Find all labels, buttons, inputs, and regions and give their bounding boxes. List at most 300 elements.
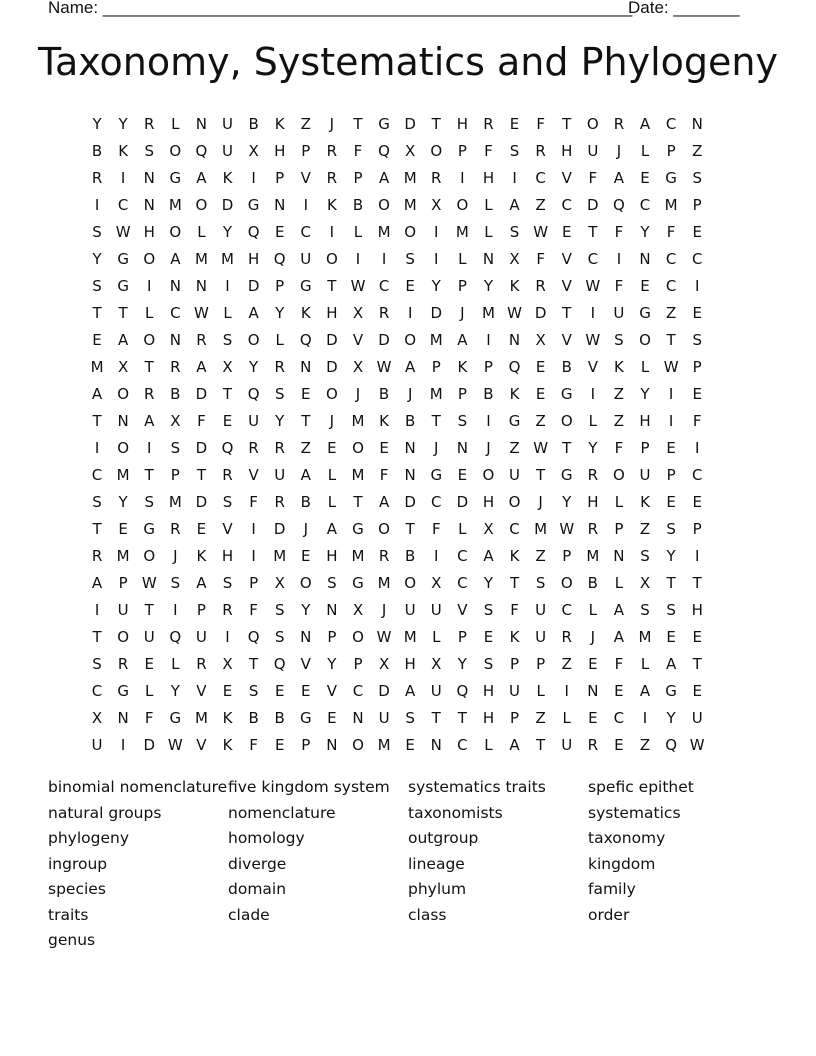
word-list-item: traits bbox=[48, 905, 89, 924]
grid-letter: S bbox=[274, 628, 285, 646]
grid-letter: R bbox=[431, 169, 442, 187]
grid-letter: T bbox=[353, 115, 363, 133]
grid-letter: W bbox=[141, 574, 157, 592]
grid-letter: P bbox=[275, 169, 285, 187]
grid-letter: K bbox=[509, 277, 520, 295]
grid-letter: T bbox=[666, 331, 676, 349]
grid-letter: N bbox=[456, 439, 468, 457]
grid-letter: S bbox=[535, 574, 546, 592]
grid-letter: Q bbox=[299, 331, 312, 349]
grid-letter: J bbox=[460, 304, 465, 322]
grid-letter: X bbox=[248, 142, 259, 160]
grid-letter: E bbox=[483, 628, 494, 646]
grid-letter: N bbox=[195, 277, 208, 295]
grid-letter: L bbox=[432, 628, 441, 646]
grid-letter: U bbox=[561, 736, 573, 754]
grid-letter: M bbox=[429, 331, 443, 349]
grid-letter: V bbox=[326, 682, 338, 700]
grid-letter: Z bbox=[692, 142, 703, 160]
grid-letter: T bbox=[222, 385, 233, 403]
grid-letter: E bbox=[666, 493, 676, 511]
grid-letter: T bbox=[692, 655, 702, 673]
grid-row bbox=[84, 573, 710, 600]
grid-letter: P bbox=[692, 520, 702, 538]
grid-letter: X bbox=[222, 358, 233, 376]
grid-letter: P bbox=[457, 277, 467, 295]
grid-letter: U bbox=[274, 466, 286, 484]
grid-letter: V bbox=[457, 601, 468, 619]
grid-letter: W bbox=[585, 331, 601, 349]
grid-row bbox=[84, 168, 710, 195]
grid-letter: L bbox=[640, 142, 650, 160]
grid-letter: E bbox=[379, 439, 389, 457]
grid-row bbox=[84, 249, 710, 276]
grid-letter: E bbox=[222, 412, 233, 430]
grid-letter: W bbox=[376, 628, 392, 646]
grid-row bbox=[84, 384, 710, 411]
grid-letter: D bbox=[326, 331, 338, 349]
grid-letter: O bbox=[586, 115, 599, 133]
grid-letter: O bbox=[325, 385, 338, 403]
grid-letter: C bbox=[431, 493, 442, 511]
grid-letter: W bbox=[663, 358, 679, 376]
grid-letter: C bbox=[665, 115, 677, 133]
grid-letter: S bbox=[692, 331, 702, 349]
grid-letter: Q bbox=[378, 142, 390, 160]
grid-letter: X bbox=[431, 196, 442, 214]
grid-letter: O bbox=[195, 196, 208, 214]
grid-letter: J bbox=[434, 439, 439, 457]
grid-letter: Y bbox=[640, 223, 650, 241]
grid-letter: P bbox=[353, 169, 363, 187]
grid-letter: S bbox=[92, 277, 102, 295]
word-list-item: family bbox=[588, 880, 636, 898]
letter-grid bbox=[84, 114, 710, 762]
grid-letter: E bbox=[301, 682, 311, 700]
grid-letter: D bbox=[247, 277, 260, 295]
grid-letter: N bbox=[169, 277, 181, 295]
grid-letter: L bbox=[145, 304, 154, 322]
grid-letter: U bbox=[535, 628, 547, 646]
grid-letter: D bbox=[143, 736, 156, 754]
grid-letter: N bbox=[352, 709, 364, 727]
grid-letter: R bbox=[561, 628, 572, 646]
grid-row bbox=[84, 141, 710, 168]
word-list-item: outgroup bbox=[408, 829, 479, 847]
grid-letter: E bbox=[614, 682, 624, 700]
grid-letter: I bbox=[251, 520, 256, 538]
grid-letter: Q bbox=[169, 628, 182, 646]
grid-letter: L bbox=[588, 412, 597, 430]
grid-letter: M bbox=[377, 223, 391, 241]
grid-letter: P bbox=[170, 466, 180, 484]
grid-letter: J bbox=[355, 385, 361, 403]
grid-letter: Y bbox=[666, 709, 676, 727]
grid-letter: X bbox=[535, 331, 546, 349]
word-list-item: lineage bbox=[408, 854, 465, 873]
grid-letter: Y bbox=[431, 277, 441, 295]
grid-letter: T bbox=[301, 412, 311, 430]
grid-letter: U bbox=[195, 628, 207, 646]
grid-letter: I bbox=[120, 736, 126, 754]
grid-letter: G bbox=[299, 277, 312, 295]
grid-letter: L bbox=[588, 601, 597, 619]
grid-letter: O bbox=[639, 331, 651, 349]
word-list-item: genus bbox=[48, 931, 96, 949]
grid-letter: Y bbox=[588, 439, 598, 457]
grid-letter: K bbox=[196, 547, 207, 565]
grid-letter: F bbox=[614, 223, 624, 241]
grid-letter: M bbox=[534, 520, 548, 538]
grid-row bbox=[84, 438, 710, 465]
grid-letter: V bbox=[352, 331, 364, 349]
grid-letter: X bbox=[431, 574, 442, 592]
grid-letter: O bbox=[404, 574, 417, 592]
word-list-item: taxonomists bbox=[408, 803, 503, 822]
grid-letter: T bbox=[509, 574, 520, 592]
grid-letter: W bbox=[115, 223, 131, 241]
grid-letter: G bbox=[169, 169, 182, 187]
grid-letter: O bbox=[169, 223, 182, 241]
word-list-item: natural groups bbox=[48, 803, 162, 822]
grid-letter: I bbox=[564, 682, 569, 700]
grid-letter: N bbox=[613, 547, 625, 565]
grid-letter: V bbox=[300, 655, 311, 673]
grid-letter: Y bbox=[92, 115, 102, 133]
grid-letter: K bbox=[222, 709, 233, 727]
grid-letter: U bbox=[509, 682, 521, 700]
grid-letter: Z bbox=[639, 736, 651, 754]
grid-letter: U bbox=[430, 682, 442, 700]
grid-letter: C bbox=[378, 277, 390, 295]
grid-letter: O bbox=[404, 223, 417, 241]
grid-letter: Y bbox=[640, 385, 650, 403]
grid-letter: J bbox=[381, 601, 387, 619]
grid-letter: A bbox=[613, 601, 625, 619]
grid-letter: T bbox=[536, 736, 546, 754]
grid-letter: L bbox=[484, 196, 493, 214]
grid-row bbox=[84, 681, 710, 708]
grid-letter: Y bbox=[118, 115, 128, 133]
grid-letter: G bbox=[665, 169, 677, 187]
grid-letter: B bbox=[352, 196, 364, 214]
grid-letter: S bbox=[144, 493, 154, 511]
grid-letter: L bbox=[197, 223, 206, 241]
grid-letter: H bbox=[691, 601, 703, 619]
grid-letter: N bbox=[195, 115, 208, 133]
grid-letter: J bbox=[329, 115, 335, 133]
grid-letter: M bbox=[455, 223, 469, 241]
grid-letter: U bbox=[587, 142, 599, 160]
grid-letter: P bbox=[692, 358, 702, 376]
grid-letter: L bbox=[145, 682, 154, 700]
grid-letter: Y bbox=[666, 547, 676, 565]
word-list-item: order bbox=[588, 905, 630, 924]
grid-letter: E bbox=[535, 358, 546, 376]
grid-letter: X bbox=[352, 304, 364, 322]
grid-letter: V bbox=[300, 169, 311, 187]
grid-letter: E bbox=[614, 736, 624, 754]
grid-letter: I bbox=[460, 169, 465, 187]
grid-letter: J bbox=[616, 142, 622, 160]
grid-letter: C bbox=[691, 466, 703, 484]
grid-letter: S bbox=[666, 601, 676, 619]
grid-letter: U bbox=[509, 466, 521, 484]
grid-letter: I bbox=[642, 709, 648, 727]
grid-row bbox=[84, 708, 710, 735]
grid-letter: C bbox=[561, 196, 572, 214]
grid-letter: Z bbox=[509, 439, 520, 457]
grid-letter: D bbox=[195, 385, 208, 403]
grid-letter: Z bbox=[665, 304, 677, 322]
grid-letter: H bbox=[221, 547, 234, 565]
grid-letter: E bbox=[561, 223, 572, 241]
grid-letter: I bbox=[486, 331, 491, 349]
grid-letter: K bbox=[222, 169, 233, 187]
grid-row bbox=[84, 303, 710, 330]
grid-letter: J bbox=[590, 628, 596, 646]
grid-letter: P bbox=[614, 520, 624, 538]
grid-letter: E bbox=[692, 628, 702, 646]
grid-row bbox=[84, 276, 710, 303]
grid-letter: R bbox=[535, 277, 546, 295]
grid-letter: Y bbox=[222, 223, 233, 241]
grid-letter: H bbox=[561, 142, 573, 160]
grid-letter: G bbox=[352, 520, 364, 538]
grid-letter: I bbox=[225, 277, 230, 295]
grid-letter: I bbox=[251, 169, 256, 187]
grid-letter: D bbox=[273, 520, 286, 538]
grid-letter: G bbox=[665, 682, 677, 700]
grid-letter: P bbox=[275, 277, 285, 295]
grid-letter: J bbox=[486, 439, 491, 457]
grid-letter: S bbox=[170, 574, 181, 592]
grid-letter: G bbox=[299, 709, 312, 727]
grid-letter: E bbox=[692, 304, 702, 322]
grid-letter: H bbox=[274, 142, 286, 160]
grid-letter: L bbox=[640, 358, 650, 376]
grid-letter: T bbox=[431, 115, 441, 133]
grid-letter: M bbox=[403, 196, 417, 214]
grid-letter: R bbox=[196, 331, 207, 349]
grid-letter: H bbox=[482, 709, 495, 727]
grid-letter: I bbox=[147, 277, 152, 295]
grid-letter: I bbox=[94, 601, 100, 619]
grid-letter: E bbox=[118, 520, 128, 538]
grid-letter: J bbox=[303, 520, 309, 538]
grid-letter: L bbox=[327, 493, 337, 511]
grid-letter: Y bbox=[483, 277, 494, 295]
grid-letter: L bbox=[223, 304, 232, 322]
grid-letter: W bbox=[167, 736, 183, 754]
grid-letter: S bbox=[327, 574, 337, 592]
grid-letter: M bbox=[429, 385, 443, 403]
grid-letter: D bbox=[534, 304, 547, 322]
grid-letter: S bbox=[144, 142, 154, 160]
grid-letter: F bbox=[536, 115, 545, 133]
grid-letter: Q bbox=[665, 736, 678, 754]
grid-letter: E bbox=[457, 466, 468, 484]
grid-letter: C bbox=[561, 601, 572, 619]
grid-letter: I bbox=[694, 277, 700, 295]
header bbox=[48, 0, 748, 20]
grid-letter: X bbox=[274, 574, 285, 592]
grid-letter: B bbox=[248, 709, 259, 727]
grid-letter: Z bbox=[300, 439, 311, 457]
grid-letter: J bbox=[538, 493, 543, 511]
grid-letter: M bbox=[377, 736, 391, 754]
grid-letter: S bbox=[509, 223, 520, 241]
grid-letter: M bbox=[403, 628, 417, 646]
grid-letter: M bbox=[481, 304, 495, 322]
grid-letter: D bbox=[378, 682, 390, 700]
grid-letter: M bbox=[194, 250, 208, 268]
grid-letter: D bbox=[326, 358, 338, 376]
grid-letter: E bbox=[405, 277, 415, 295]
grid-letter: U bbox=[300, 250, 312, 268]
grid-letter: G bbox=[117, 682, 129, 700]
grid-letter: W bbox=[559, 520, 575, 538]
grid-letter: B bbox=[405, 547, 416, 565]
grid-letter: A bbox=[405, 358, 416, 376]
grid-letter: A bbox=[639, 682, 651, 700]
grid-letter: W bbox=[376, 358, 392, 376]
grid-row bbox=[84, 411, 710, 438]
grid-letter: L bbox=[327, 466, 337, 484]
grid-letter: Y bbox=[457, 655, 467, 673]
grid-letter: P bbox=[457, 142, 467, 160]
grid-letter: U bbox=[535, 601, 547, 619]
grid-letter: I bbox=[694, 439, 700, 457]
grid-letter: A bbox=[196, 169, 207, 187]
word-list-item: class bbox=[408, 905, 447, 924]
grid-letter: S bbox=[692, 169, 702, 187]
grid-letter: G bbox=[143, 520, 156, 538]
grid-letter: K bbox=[509, 628, 520, 646]
grid-letter: E bbox=[327, 439, 337, 457]
grid-letter: F bbox=[197, 412, 206, 430]
grid-letter: Y bbox=[275, 412, 285, 430]
grid-letter: Q bbox=[273, 655, 286, 673]
grid-letter: X bbox=[170, 412, 181, 430]
grid-row bbox=[84, 735, 710, 762]
grid-letter: W bbox=[585, 277, 601, 295]
grid-letter: S bbox=[274, 601, 285, 619]
grid-letter: R bbox=[613, 115, 625, 133]
grid-letter: H bbox=[482, 169, 495, 187]
grid-letter: B bbox=[170, 385, 181, 403]
grid-letter: A bbox=[509, 196, 520, 214]
grid-letter: E bbox=[274, 223, 285, 241]
grid-letter: W bbox=[194, 304, 209, 322]
grid-letter: E bbox=[196, 520, 207, 538]
grid-letter: V bbox=[561, 250, 572, 268]
grid-letter: D bbox=[456, 493, 469, 511]
grid-letter: H bbox=[482, 682, 495, 700]
grid-letter: C bbox=[91, 466, 103, 484]
grid-letter: E bbox=[666, 439, 676, 457]
grid-letter: E bbox=[588, 655, 598, 673]
grid-letter: C bbox=[535, 169, 546, 187]
grid-letter: Q bbox=[195, 142, 208, 160]
grid-letter: C bbox=[691, 250, 703, 268]
grid-letter: X bbox=[378, 655, 390, 673]
grid-letter: B bbox=[561, 358, 572, 376]
grid-letter: O bbox=[613, 466, 625, 484]
grid-letter: T bbox=[92, 628, 102, 646]
grid-letter: M bbox=[116, 466, 130, 484]
grid-letter: R bbox=[91, 547, 103, 565]
word-list-item: binomial nomenclature bbox=[48, 778, 228, 796]
grid-letter: C bbox=[91, 682, 103, 700]
grid-letter: H bbox=[143, 223, 155, 241]
grid-letter: C bbox=[117, 196, 129, 214]
grid-letter: O bbox=[117, 385, 130, 403]
grid-letter: U bbox=[143, 628, 155, 646]
grid-letter: Y bbox=[249, 358, 259, 376]
grid-letter: S bbox=[457, 412, 468, 430]
grid-letter: R bbox=[274, 358, 285, 376]
grid-letter: V bbox=[561, 277, 572, 295]
grid-letter: S bbox=[222, 331, 233, 349]
grid-letter: B bbox=[405, 412, 416, 430]
grid-letter: Z bbox=[535, 196, 546, 214]
grid-letter: X bbox=[509, 250, 520, 268]
grid-letter: L bbox=[640, 655, 650, 673]
grid-letter: I bbox=[616, 250, 622, 268]
grid-letter: C bbox=[639, 196, 651, 214]
grid-letter: P bbox=[640, 439, 650, 457]
grid-letter: K bbox=[640, 493, 650, 511]
grid-letter: R bbox=[326, 169, 338, 187]
grid-letter: U bbox=[430, 601, 442, 619]
grid-letter: I bbox=[251, 547, 256, 565]
grid-letter: S bbox=[640, 601, 650, 619]
grid-letter: E bbox=[535, 385, 546, 403]
grid-letter: I bbox=[381, 250, 387, 268]
grid-letter: D bbox=[430, 304, 443, 322]
grid-letter: I bbox=[407, 304, 413, 322]
grid-letter: Y bbox=[275, 304, 285, 322]
grid-letter: N bbox=[404, 466, 416, 484]
grid-letter: I bbox=[668, 412, 674, 430]
grid-letter: O bbox=[352, 439, 364, 457]
grid-letter: F bbox=[666, 223, 676, 241]
word-list-item: phylum bbox=[408, 880, 467, 898]
grid-letter: L bbox=[275, 331, 284, 349]
word-list-item: systematics traits bbox=[408, 778, 546, 796]
grid-letter: X bbox=[405, 142, 416, 160]
grid-letter: I bbox=[512, 169, 517, 187]
grid-letter: Q bbox=[456, 682, 469, 700]
grid-letter: L bbox=[171, 655, 180, 673]
grid-letter: E bbox=[692, 493, 702, 511]
grid-letter: P bbox=[562, 547, 572, 565]
grid-letter: H bbox=[247, 250, 260, 268]
grid-letter: X bbox=[352, 601, 364, 619]
grid-letter: C bbox=[665, 250, 677, 268]
grid-letter: K bbox=[457, 358, 468, 376]
word-list-item: spefic epithet bbox=[588, 778, 694, 796]
grid-letter: N bbox=[508, 331, 521, 349]
grid-letter: F bbox=[614, 655, 624, 673]
grid-letter: M bbox=[221, 250, 234, 268]
grid-letter: M bbox=[194, 709, 208, 727]
grid-letter: R bbox=[535, 142, 546, 160]
grid-letter: Z bbox=[639, 520, 651, 538]
grid-letter: Z bbox=[300, 115, 311, 133]
grid-letter: K bbox=[379, 412, 389, 430]
